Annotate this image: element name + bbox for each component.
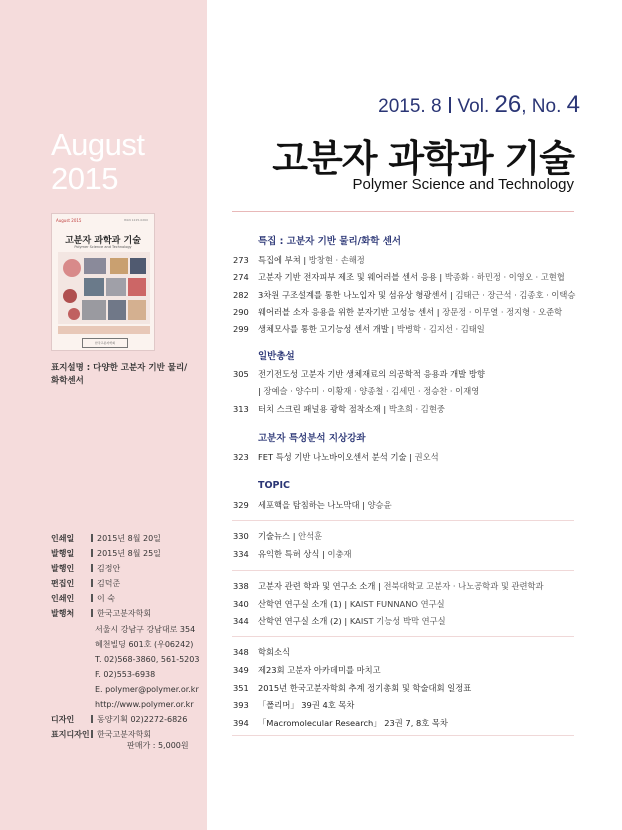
vol-label: Vol. — [457, 96, 490, 117]
no-label: , No. — [521, 96, 562, 117]
article-title: 터치 스크린 패널용 광학 점착소재 — [258, 404, 381, 414]
separator — [91, 534, 93, 542]
separator — [91, 715, 93, 723]
info-label: 발행처 — [51, 609, 75, 619]
page-number: 329 — [233, 500, 249, 510]
cover-footer: 한국고분자학회 — [82, 338, 128, 348]
info-label: 표지디자인 — [51, 730, 90, 740]
page-number: 338 — [233, 581, 249, 591]
separator: | — [258, 386, 264, 396]
section-title: 일반총설 — [258, 351, 295, 362]
info-value: 2015년 8월 25일 — [97, 549, 161, 559]
email-line: E. polymer@polymer.or.kr — [95, 684, 199, 694]
page-number: 274 — [233, 272, 249, 282]
article-authors: 김태근 · 장근석 · 김종호 · 이택승 — [455, 290, 576, 300]
info-value: 동양기획 02)2272-6826 — [97, 715, 188, 725]
info-value: 김정안 — [97, 564, 121, 574]
caption-label: 표지설명 : — [51, 363, 94, 373]
page-number: 393 — [233, 700, 249, 710]
no-number: 4 — [566, 91, 580, 118]
info-label: 편집인 — [51, 579, 75, 589]
cover-thumbnail — [51, 213, 155, 351]
article-title: 제23회 고분자 아카데미를 마치고 — [258, 665, 381, 675]
toc-entry[interactable] — [233, 254, 365, 266]
group-divider — [232, 570, 574, 571]
page-number: 282 — [233, 290, 249, 300]
fax-line: F. 02)553-6938 — [95, 669, 156, 679]
toc-entry[interactable] — [233, 499, 392, 511]
toc-entry[interactable] — [233, 368, 485, 380]
section-title: TOPIC — [258, 480, 291, 491]
page-number: 323 — [233, 452, 249, 462]
group-divider — [232, 520, 574, 521]
separator: | — [406, 452, 415, 462]
article-title: 고분자 관련 학과 및 연구소 소개 — [258, 581, 376, 591]
separator — [91, 730, 93, 738]
cover-header-right: ISSN 1225-0260 — [123, 218, 148, 222]
article-title: 생체모사를 통한 고기능성 센서 개발 — [258, 324, 389, 334]
journal-title-english: Polymer Science and Technology — [352, 176, 574, 193]
info-row — [51, 576, 207, 591]
article-title: 산학연 연구실 소개 (1) — [258, 599, 342, 609]
info-row — [51, 591, 207, 606]
page-number: 305 — [233, 369, 249, 379]
issue-number — [378, 91, 580, 119]
separator: | — [375, 581, 384, 591]
page-number: 340 — [233, 599, 249, 609]
phone-line: T. 02)568-3860, 561-5203 — [95, 654, 200, 664]
vol-number: 26 — [494, 91, 522, 118]
separator: | — [436, 272, 445, 282]
website-line: http://www.polymer.or.kr — [95, 700, 194, 710]
info-row — [51, 712, 207, 727]
page-number: 351 — [233, 683, 249, 693]
info-value: 한국고분자학회 — [97, 609, 152, 619]
page-number: 348 — [233, 647, 249, 657]
journal-title-korean: 고분자 과학과 기술 — [272, 137, 574, 180]
article-authors: 안석훈 — [298, 531, 323, 541]
toc-entry[interactable] — [233, 646, 290, 658]
group-divider — [232, 636, 574, 637]
toc-entry[interactable] — [233, 598, 445, 610]
page-number: 290 — [233, 307, 249, 317]
header-divider — [232, 211, 574, 212]
info-label: 디자인 — [51, 715, 75, 725]
toc-entry[interactable] — [233, 271, 565, 283]
article-authors: KAIST FUNNANO 연구실 — [349, 599, 445, 609]
toc-entry[interactable] — [233, 451, 439, 463]
article-authors: 전북대학교 고분자 · 나노공학과 및 관련학과 — [383, 581, 544, 591]
info-value: 김덕준 — [97, 579, 121, 589]
separator: | — [380, 404, 389, 414]
info-label: 인쇄인 — [51, 594, 75, 604]
separator: | — [341, 616, 350, 626]
article-title: 웨어러블 소자 응용을 위한 분자기반 고성능 센서 — [258, 307, 435, 317]
toc-entry[interactable] — [233, 530, 322, 542]
address-line: 혜천빌딩 601호 (우06242) — [95, 639, 194, 649]
separator — [91, 609, 93, 617]
toc-entry[interactable] — [233, 682, 471, 694]
info-row — [51, 606, 207, 621]
article-title: 3차원 구조설계를 통한 나노입자 및 섬유상 형광센서 — [258, 290, 448, 300]
article-title: 산학연 연구실 소개 (2) — [258, 616, 342, 626]
page-number: 299 — [233, 324, 249, 334]
toc-entry[interactable] — [233, 548, 352, 560]
separator: | — [359, 500, 368, 510]
page-number: 394 — [233, 718, 249, 728]
article-title: 기술뉴스 — [258, 531, 291, 541]
article-authors: 장문정 · 이무열 · 정지형 · 오준학 — [442, 307, 563, 317]
page-number: 330 — [233, 531, 249, 541]
caption-text: 다양한 고분자 기반 물리/화학센서 — [51, 363, 188, 386]
cover-caption — [51, 362, 191, 388]
info-row — [51, 561, 207, 576]
cover-artwork — [58, 252, 150, 324]
toc-entry[interactable] — [233, 289, 575, 301]
article-authors: 양승윤 — [367, 500, 392, 510]
toc-entry[interactable] — [233, 323, 485, 335]
month-label: August — [51, 127, 145, 162]
article-title: 전기전도성 고분자 기반 생체재료의 의공학적 응용과 개발 방향 — [258, 369, 485, 379]
article-authors: 박종화 · 하민정 · 이영오 · 고현협 — [444, 272, 565, 282]
info-row — [51, 531, 207, 546]
toc-entry[interactable] — [233, 699, 354, 711]
article-title: 유익한 특허 상식 — [258, 549, 320, 559]
issue-date: 2015. 8 — [378, 96, 442, 117]
article-title: 고분자 기반 전자피부 제조 및 웨어러블 센서 응용 — [258, 272, 437, 282]
sidebar — [0, 0, 207, 830]
price: 판매가 : 5,000원 — [127, 741, 189, 750]
cover-band — [58, 326, 150, 334]
article-title: 세포핵을 탐침하는 나노막대 — [258, 500, 360, 510]
article-authors: 이충재 — [327, 549, 352, 559]
separator: | — [319, 549, 328, 559]
cover-subtitle: Polymer Science and Technology — [74, 245, 132, 249]
separator — [91, 564, 93, 572]
address-line: 서울시 강남구 강남대로 354 — [95, 624, 196, 634]
article-authors: 박초희 · 김현중 — [388, 404, 445, 414]
separator — [91, 549, 93, 557]
article-authors: KAIST 기능성 박막 연구실 — [349, 616, 446, 626]
separator — [91, 594, 93, 602]
section-title: 특집 : 고분자 기반 물리/화학 센서 — [258, 236, 402, 247]
article-title: 「폴리머」 39권 4호 목차 — [258, 700, 355, 710]
article-authors: 장예슬 · 양수미 · 이황재 · 양종철 · 김세민 · 정승찬 · 이재영 — [263, 386, 480, 396]
toc-entry[interactable] — [233, 403, 445, 415]
group-divider — [232, 735, 574, 736]
info-value: 이 숙 — [97, 594, 115, 604]
article-authors: 방창현 · 손해정 — [308, 255, 365, 265]
separator: | — [434, 307, 443, 317]
separator: | — [300, 255, 309, 265]
article-title: FET 특성 기반 나노바이오센서 분석 기술 — [258, 452, 407, 462]
toc-entry[interactable] — [233, 580, 544, 592]
info-value: 한국고분자학회 — [97, 730, 152, 740]
info-label: 발행인 — [51, 564, 75, 574]
cover-header-left: August 2015 — [56, 218, 82, 223]
separator: | — [447, 290, 456, 300]
article-authors: 권오석 — [414, 452, 439, 462]
page-number: 273 — [233, 255, 249, 265]
article-title: 「Macromolecular Research」 23권 7, 8호 목차 — [258, 718, 448, 728]
publication-info — [51, 531, 207, 742]
article-title: 학회소식 — [258, 647, 291, 657]
toc-entry[interactable] — [233, 664, 381, 676]
page-number: 313 — [233, 404, 249, 414]
toc-entry[interactable] — [258, 385, 479, 397]
section-title: 고분자 특성분석 지상강좌 — [258, 433, 366, 444]
info-row — [51, 546, 207, 561]
info-value: 2015년 8월 20일 — [97, 534, 161, 543]
toc-entry[interactable] — [233, 615, 446, 627]
article-authors: 박병학 · 김지선 · 김태일 — [396, 324, 485, 334]
separator: | — [341, 599, 350, 609]
separator: | — [388, 324, 397, 334]
year-label: 2015 — [51, 161, 118, 196]
page-number: 334 — [233, 549, 249, 559]
article-title: 2015년 한국고분자학회 추계 정기총회 및 학술대회 일정표 — [258, 683, 472, 693]
separator — [449, 97, 451, 113]
article-title: 특집에 부쳐 — [258, 255, 301, 265]
info-label: 발행일 — [51, 549, 75, 559]
toc-entry[interactable] — [233, 306, 562, 318]
separator: | — [290, 531, 299, 541]
separator — [91, 579, 93, 587]
info-label: 인쇄일 — [51, 534, 75, 543]
toc-entry[interactable] — [233, 717, 448, 729]
cover-title: 고분자 과학과 기술 — [65, 236, 141, 246]
page-number: 349 — [233, 665, 249, 675]
cover-month — [51, 128, 145, 196]
page-number: 344 — [233, 616, 249, 626]
